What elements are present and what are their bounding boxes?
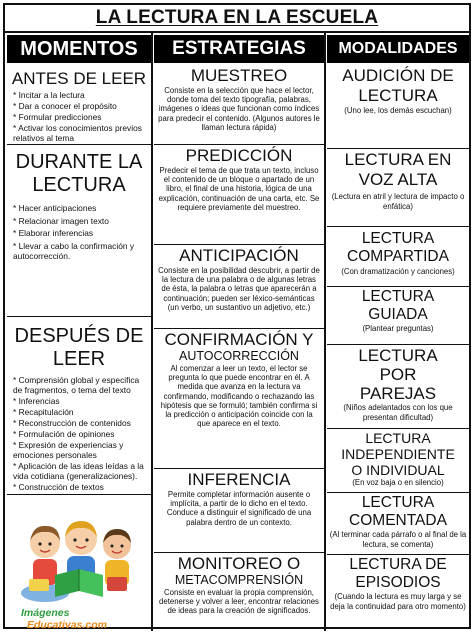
illustration-area: [7, 495, 151, 629]
momento-heading: DURANTE LA LECTURA: [15, 151, 143, 196]
modalidad-heading: LECTURA INDEPENDIENTE O INDIVIDUAL: [341, 430, 455, 478]
estrategia-prediccion: [154, 145, 324, 245]
estrategia-subheading: METACOMPRENSIÓN: [174, 573, 304, 587]
estrategia-heading: MONITOREO O: [177, 554, 301, 573]
modalidades-column: [327, 65, 469, 629]
estrategia-description: Consiste en evaluar la propia comprensión, detenerse y volver a leer, encontrar relaciones de ideas para la creación de significados.: [159, 588, 319, 616]
list-item: * Dar a conocer el propósito: [13, 101, 148, 111]
brand-line-2: Educativas.com: [27, 619, 107, 629]
modalidad-heading: LECTURA POR PAREJAS: [358, 346, 438, 403]
estrategia-inferencia: [154, 469, 324, 553]
page-title-text: LA LECTURA EN LA ESCUELA: [95, 7, 379, 28]
header-modalidades: MODALIDADES: [327, 35, 469, 63]
list-item: * Expresión de experiencias y emociones personales: [13, 440, 148, 460]
momento-despues: [7, 317, 151, 495]
momento-antes: [7, 65, 151, 145]
modalidad-audicion: [327, 65, 469, 149]
list-item: * Inferencias: [13, 396, 148, 406]
estrategia-description: Al comenzar a leer un texto, el lector se pregunta lo que puede encontrar en él. A medida que avanza en la lectura va confirmando, modificando o rechazando las hipótesis que se formuló; también confirma si la predicción o anticipación coincide con la que aparece en el texto.: [160, 364, 318, 429]
momento-list: [7, 88, 151, 145]
estrategia-confirmacion: [154, 329, 324, 469]
modalidad-note: (Uno lee, los demás escuchan): [344, 106, 452, 115]
estrategia-heading: ANTICIPACIÓN: [179, 246, 299, 265]
estrategia-subheading: AUTOCORRECCIÓN: [179, 349, 299, 363]
modalidad-heading: LECTURA GUIADA: [361, 288, 435, 323]
column-divider: [324, 33, 326, 631]
estrategia-heading: CONFIRMACIÓN Y: [164, 330, 314, 349]
modalidad-note: (Niños adelantados con los que presentan dificultad): [343, 403, 453, 422]
estrategia-heading: PREDICCIÓN: [185, 146, 293, 165]
list-item: * Relacionar imagen texto: [13, 216, 148, 226]
header-momentos: MOMENTOS: [7, 35, 151, 63]
brand-logo: [21, 607, 141, 629]
estrategia-muestreo: [154, 65, 324, 145]
column-divider: [151, 33, 153, 631]
estrategia-heading: MUESTREO: [190, 66, 288, 85]
modalidad-guiada: [327, 287, 469, 345]
list-item: * Activar los conocimientos previos relativos al tema: [13, 123, 148, 143]
modalidad-parejas: [327, 345, 469, 429]
modalidad-independiente: [327, 429, 469, 493]
modalidad-heading: LECTURA COMENTADA: [349, 494, 447, 529]
estrategia-monitoreo: [154, 553, 324, 629]
modalidad-note: (Al terminar cada párrafo o al final de la lectura, se comenta): [329, 530, 467, 549]
modalidad-compartida: [327, 227, 469, 287]
modalidad-heading: AUDICIÓN DE LECTURA: [342, 66, 454, 105]
modalidad-voz-alta: [327, 149, 469, 227]
list-item: * Recapitulación: [13, 407, 148, 417]
modalidad-note: (Plantear preguntas): [362, 324, 434, 333]
modalidad-heading: LECTURA DE EPISODIOS: [349, 556, 447, 591]
momento-heading: DESPUÉS DE LEER: [14, 325, 144, 370]
header-estrategias: ESTRATEGIAS: [154, 35, 324, 63]
list-item: * Incitar a la lectura: [13, 90, 148, 100]
estrategia-description: Permite completar información ausente o implícita, a partir de lo dicho en el texto. Conduce a distinguir el significado de una palabra dentro de un contexto.: [166, 490, 312, 527]
list-item: * Hacer anticipaciones: [13, 203, 148, 213]
estrategias-column: [154, 65, 324, 629]
modalidad-heading: LECTURA COMPARTIDA: [347, 230, 449, 265]
modalidad-note: (Con dramatización y canciones): [341, 267, 455, 276]
list-item: * Llevar a cabo la confirmación y autocorrección.: [13, 241, 148, 261]
poster: [3, 3, 471, 629]
estrategia-description: Consiste en la posibilidad descubrir, a partir de la lectura de una palabra o de algunas letras de ésta, la palabra o letras que aparecerán a continuación; pueden ser léxico-semánticas (un verbo, un sustantivo un adjetivo, etc.): [158, 266, 320, 312]
list-item: * Comprensión global y especifica de fragmentos, o tema del texto: [13, 375, 148, 395]
estrategia-description: Consiste en la selección que hace el lector, donde toma del texto tipografía, palabras, imágenes o ideas que funcionan como índices para predecir el contenido. (Algunos autores le llaman lectura rápida): [158, 86, 320, 132]
children-reading-illustration: [15, 515, 143, 605]
modalidad-note: (En voz baja o en silencio): [352, 478, 444, 487]
modalidad-note: (Lectura en atril y lectura de impacto o enfática): [331, 192, 465, 211]
momento-durante: [7, 145, 151, 317]
estrategia-anticipacion: [154, 245, 324, 329]
list-item: * Aplicación de las ideas leídas a la vida cotidiana (generalizaciones).: [13, 461, 148, 481]
momento-list: [7, 371, 151, 492]
estrategia-description: Predecir el tema de que trata un texto, incluso el contenido de un bloque o apartado de un libro, el final de una historia, lógica de una explicación, continuación de una carta, etc. Se requiere previamente del muestreo.: [158, 166, 320, 212]
estrategia-heading: INFERENCIA: [187, 470, 291, 489]
modalidad-note: (Cuando la lectura es muy larga y se deja la continuidad para otro momento): [330, 592, 466, 611]
modalidad-comentada: [327, 493, 469, 555]
modalidad-episodios: [327, 555, 469, 629]
page-title: [5, 5, 469, 33]
list-item: * Formular predicciones: [13, 112, 148, 122]
brand-line-1: Imágenes: [21, 607, 70, 619]
momento-list: [7, 197, 151, 261]
list-item: * Construcción de textos: [13, 482, 148, 492]
list-item: * Reconstrucción de contenidos: [13, 418, 148, 428]
list-item: * Elaborar inferencias: [13, 228, 148, 238]
list-item: * Formulación de opiniones: [13, 429, 148, 439]
momentos-column: [7, 65, 151, 629]
momento-heading: ANTES DE LEER: [11, 69, 147, 88]
modalidad-heading: LECTURA EN VOZ ALTA: [344, 150, 452, 189]
